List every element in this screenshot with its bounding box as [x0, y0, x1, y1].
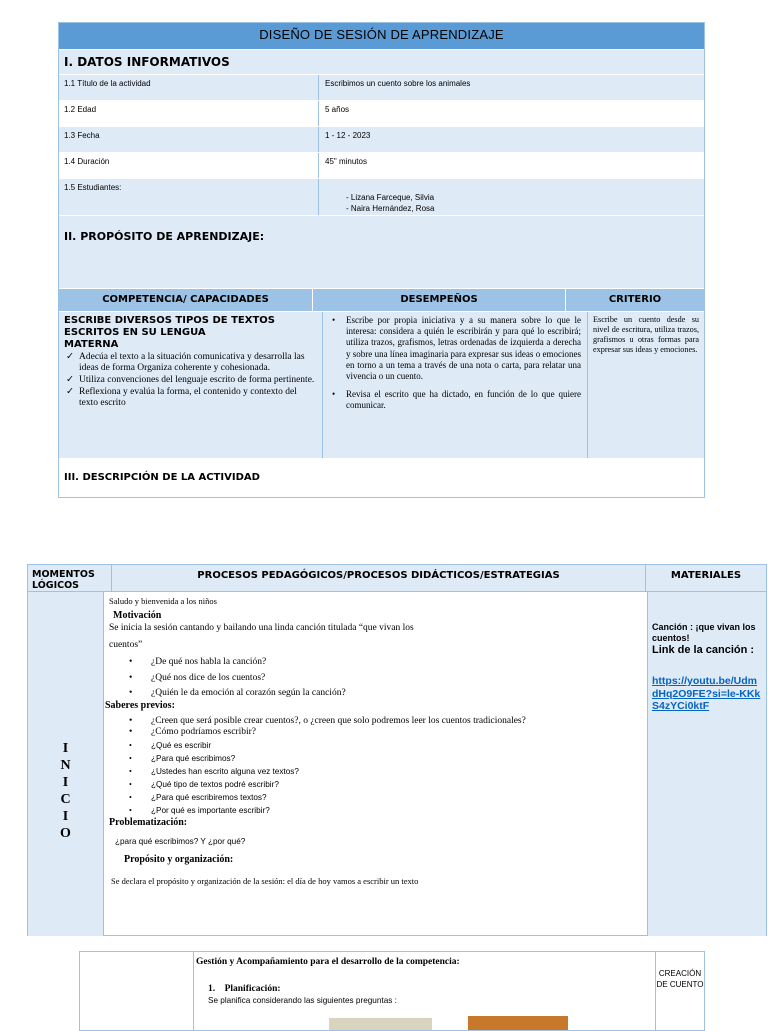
question-item: • ¿De qué nos habla la canción? — [129, 657, 267, 667]
moment-cell — [28, 592, 104, 936]
bullet-icon: • — [129, 672, 133, 683]
development-table — [79, 951, 705, 1031]
materiales-cell — [648, 592, 766, 936]
info-row-duracion — [59, 153, 704, 179]
info-value: Escribimos un cuento sobre los animales — [325, 79, 471, 88]
bullet-icon: • — [129, 740, 132, 750]
procesos-cell — [104, 592, 648, 936]
question-item: • ¿Qué tipo de textos podré escribir? — [129, 779, 279, 789]
section-descripcion: III. DESCRIPCIÓN DE LA ACTIVIDAD — [59, 459, 704, 497]
checkmark-icon: ✓ — [66, 387, 74, 397]
desempenos-cell — [323, 312, 588, 458]
header-procesos: PROCESOS PEDAGÓGICOS/PROCESOS DIDÁCTICOS/ESTRATEGIAS — [112, 565, 646, 591]
activity-table-body — [28, 592, 766, 936]
checkmark-icon: ✓ — [66, 352, 74, 362]
header-materiales: MATERIALES — [670, 570, 742, 581]
material-song: Canción : ¡que vivan los cuentos! — [652, 622, 756, 643]
bullet-icon: • — [129, 753, 132, 763]
problematizacion-title: Problematización: — [109, 816, 188, 828]
development-label: CREACIÓN DE CUENTO — [656, 969, 704, 989]
capacidad-item: ✓ Utiliza convenciones del lenguaje escrito de forma pertinente. — [66, 375, 315, 385]
students-list — [319, 179, 704, 215]
motivacion-title: Motivación — [113, 610, 162, 621]
saberes-title: Saberes previos: — [105, 699, 175, 711]
planificacion-heading: 1. Planificación: — [208, 984, 281, 994]
development-title: Gestión y Acompañamiento para el desarrollo de la competencia: — [196, 957, 460, 967]
info-label: 1.5 Estudiantes: — [59, 179, 319, 215]
info-label: 1.3 Fecha — [59, 127, 319, 152]
question-item: • ¿Quién le da emoción al corazón según la canción? — [129, 688, 346, 698]
question-item: • ¿Para qué escribimos? — [129, 753, 236, 763]
info-row-fecha — [59, 127, 704, 153]
question-item: • ¿Ustedes han escrito alguna vez textos? — [129, 766, 299, 776]
section-datos-informativos: I. DATOS INFORMATIVOS — [59, 50, 704, 75]
student-name: - Lizana Farceque, Silvia — [346, 193, 435, 202]
bullet-icon: • — [129, 727, 133, 737]
development-moment-cell — [80, 952, 194, 1030]
proposito-text: Se declara el propósito y organización de la sesión: el día de hoy vamos a escribir un texto — [111, 875, 419, 886]
competencia-cell — [59, 312, 323, 458]
info-value: 45" minutos — [325, 157, 367, 166]
header-desempenos: DESEMPEÑOS — [313, 289, 566, 311]
checkmark-icon: ✓ — [66, 375, 74, 385]
bullet-icon: • — [129, 715, 133, 726]
info-label: 1.4 Duración — [59, 153, 319, 178]
song-link[interactable]: https://youtu.be/UdmdHq2O9FE?si=le-KKkS4zYCi0ktF — [652, 675, 761, 712]
purpose-table-body — [59, 312, 704, 459]
planning-image — [468, 1016, 568, 1030]
moment-inicio: I N I C I O — [60, 741, 71, 841]
document-title: DISEÑO DE SESIÓN DE APRENDIZAJE — [59, 23, 704, 50]
bullet-icon: • — [332, 315, 336, 325]
info-row-edad — [59, 101, 704, 127]
material-link-label: Link de la canción : — [652, 644, 755, 656]
question-item: • ¿Por qué es importante escribir? — [129, 805, 270, 815]
capacidad-item: ✓ Reflexiona y evalúa la forma, el contenido y contexto del texto escrito — [66, 387, 297, 408]
bullet-icon: • — [332, 389, 336, 400]
development-process-cell — [194, 952, 656, 1030]
competencia-title-2: MATERNA — [64, 339, 119, 350]
competencia-title: ESCRIBE DIVERSOS TIPOS DE TEXTOS ESCRITOS EN SU LENGUA — [64, 315, 275, 338]
desempeno-item: • Escribe por propia iniciativa y a su manera sobre lo que le interesa: considera a quién le escribirán y para qué lo escribirá; utiliza trazos, grafismos, letras ordenadas de izquierda a derecha y sobre una línea imaginaria para expresar sus ideas o emociones en torno a un tema a través de una nota o carta, para relatar una vivencia o un cuento. — [332, 315, 581, 382]
session-design-table — [58, 22, 705, 498]
bullet-icon: • — [129, 657, 133, 667]
activity-table — [27, 564, 767, 936]
motivacion-text: Se inicia la sesión cantando y bailando una linda canción titulada “que vivan los — [109, 623, 414, 633]
question-item: • ¿Qué es escribir — [129, 740, 212, 750]
activity-table-header — [28, 565, 766, 592]
question-item: • ¿Para qué escribiremos textos? — [129, 792, 267, 802]
criterio-cell — [588, 312, 704, 458]
header-momentos: MOMENTOS LÓGICOS — [28, 565, 112, 591]
student-name: - Naira Hernández, Rosa — [346, 204, 435, 213]
problematizacion-text: ¿para qué escribimos? Y ¿por qué? — [115, 836, 246, 846]
proposito-title: Propósito y organización: — [124, 853, 234, 865]
info-value: 5 años — [325, 105, 350, 114]
section-proposito: II. PROPÓSITO DE APRENDIZAJE: — [59, 216, 704, 289]
bullet-icon: • — [129, 766, 132, 776]
info-row-estudiantes — [59, 179, 704, 216]
planificacion-text: Se planifica considerando las siguientes preguntas : — [208, 996, 397, 1005]
motivacion-text-2: cuentos” — [109, 640, 143, 650]
planning-image — [329, 1018, 432, 1030]
question-item: • ¿Cómo podríamos escribir? — [129, 727, 257, 737]
info-row-titulo — [59, 75, 704, 101]
bullet-icon: • — [129, 805, 132, 815]
info-label: 1.1 Título de la actividad — [59, 75, 319, 100]
bullet-icon: • — [129, 688, 133, 698]
desempeno-item: • Revisa el escrito que ha dictado, en función de lo que quiere comunicar. — [332, 389, 581, 411]
question-item: • ¿Qué nos dice de los cuentos? — [129, 672, 266, 683]
criterio-text: Escribe un cuento desde su nivel de escritura, utiliza trazos, grafismos u otras formas para expresar sus ideas y emociones. — [593, 315, 699, 354]
purpose-table-header — [59, 289, 704, 312]
info-label: 1.2 Edad — [59, 101, 319, 126]
greeting-text: Saludo y bienvenida a los niños — [109, 596, 217, 606]
info-value: 1 - 12 - 2023 — [325, 131, 371, 140]
header-criterio: CRITERIO — [608, 294, 662, 305]
capacidad-item: ✓ Adecúa el texto a la situación comunicativa y desarrolla las ideas de forma Organiza coherente y cohesionada. — [66, 352, 305, 373]
question-item: • ¿Creen que será posible crear cuentos?, o ¿creen que solo podremos leer los cuentos tradicionales? — [129, 715, 526, 726]
bullet-icon: • — [129, 779, 132, 789]
bullet-icon: • — [129, 792, 132, 802]
header-competencia: COMPETENCIA/ CAPACIDADES — [59, 289, 313, 311]
